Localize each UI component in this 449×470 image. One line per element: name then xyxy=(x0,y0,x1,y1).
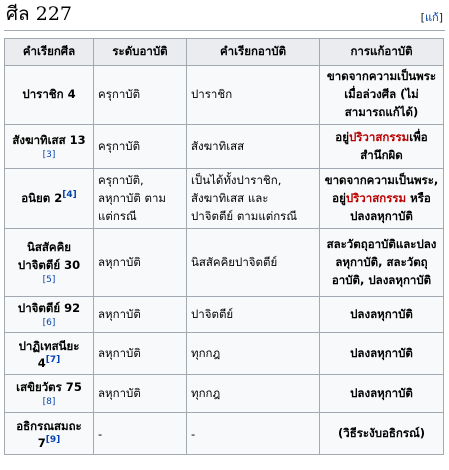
table-row xyxy=(5,375,444,413)
precept-name-cell xyxy=(5,333,94,375)
edit-section xyxy=(421,8,443,26)
offense-name: ทุกกฎ xyxy=(187,375,320,413)
precept-name-line: อธิกรณสมถะ xyxy=(16,418,82,433)
offense-name-line: เป็นได้ทั้งปาราชิก, xyxy=(191,172,282,187)
citation-ref xyxy=(9,397,89,408)
table-row xyxy=(5,125,444,169)
precept-name-cell xyxy=(5,297,94,333)
precept-name-cell xyxy=(5,169,94,229)
table-row xyxy=(5,297,444,333)
offense-level: ลหุกาบัติ xyxy=(94,297,187,333)
precept-name-cell xyxy=(5,375,94,413)
precept-name: เสขิยวัตร 75 xyxy=(16,380,82,394)
remedy: (วิธีระงับอธิกรณ์) xyxy=(320,413,444,455)
precept-name-line: ปาฏิเทสนียะ xyxy=(18,338,80,353)
citation-link[interactable]: [7] xyxy=(45,354,61,365)
remedy-line xyxy=(324,190,439,208)
offense-level: ลหุกาบัติ xyxy=(94,375,187,413)
precept-name-line: นิสสัคคิย xyxy=(26,240,72,254)
remedy: สละวัตถุอาบัติและปลงลหุกาบัติ, สละวัตถุอาบัติ, ปลงลหุกาบัติ xyxy=(320,229,444,297)
citation-link[interactable]: [4] xyxy=(62,189,77,200)
remedy-text-a: อยู่ xyxy=(335,129,349,144)
offense-name: ปาจิตตีย์ xyxy=(187,297,320,333)
section-header xyxy=(4,0,445,31)
remedy-cell xyxy=(320,169,444,229)
remedy-text-c: หรือ xyxy=(406,190,431,205)
table-row xyxy=(5,333,444,375)
precept-name: อนิยต 2 xyxy=(21,190,63,205)
table-row xyxy=(5,229,444,297)
offense-level: ลหุกาบัติ xyxy=(94,229,187,297)
citation-ref xyxy=(9,318,89,329)
remedy-cell xyxy=(320,125,444,169)
offense-level: - xyxy=(94,413,187,455)
remedy: ปลงลหุกาบัติ xyxy=(320,297,444,333)
precept-name-cell xyxy=(5,125,94,169)
citation-link[interactable]: [6] xyxy=(42,318,56,328)
offense-name: สังฆาทิเสส xyxy=(187,125,320,169)
citation-ref xyxy=(46,435,61,445)
citation-link[interactable]: [3] xyxy=(42,150,56,160)
remedy-line: ปลงลหุกาบัติ xyxy=(350,208,413,223)
header-offense-level: ระดับอาบัติ xyxy=(94,39,187,66)
offense-level-line: แต่กรณี xyxy=(98,208,137,223)
header-offense-name: คำเรียกอาบัติ xyxy=(187,39,320,66)
precept-name: ปาราชิก 4 xyxy=(5,66,94,125)
precept-name-line: 7 xyxy=(37,435,46,450)
offense-level: ครุกาบัติ xyxy=(94,125,187,169)
parivasa-link[interactable]: ปริวาสกรรม xyxy=(345,190,407,205)
table-row xyxy=(5,413,444,455)
precept-name-cell xyxy=(5,413,94,455)
table-row xyxy=(5,169,444,229)
precept-name: สังฆาทิเสส 13 xyxy=(12,133,86,147)
offense-level: ลหุกาบัติ xyxy=(94,333,187,375)
offense-name: ทุกกฎ xyxy=(187,333,320,375)
citation-link[interactable]: [8] xyxy=(42,397,56,407)
header-remedy: การแก้อาบัติ xyxy=(320,39,444,66)
remedy-text-b: เพื่อสำนึกผิด xyxy=(360,129,428,162)
offense-level-cell xyxy=(94,169,187,229)
edit-bracket-close: ] xyxy=(438,11,443,24)
remedy: ขาดจากความเป็นพระเมื่อล่วงศีล (ไม่สามารถแก้ได้) xyxy=(320,66,444,125)
citation-link[interactable]: [9] xyxy=(45,434,61,445)
section-title: ศีล 227 xyxy=(6,3,73,25)
precept-name: ปาจิตตีย์ 92 xyxy=(17,301,81,315)
offense-name-cell xyxy=(187,169,320,229)
table-row xyxy=(5,66,444,125)
citation-ref xyxy=(46,355,61,365)
citation-ref xyxy=(62,190,77,200)
edit-link[interactable]: แก้ xyxy=(424,11,439,24)
offense-name: ปาราชิก xyxy=(187,66,320,125)
precepts-table xyxy=(4,38,444,455)
offense-name-line: สังฆาทิเสส และ xyxy=(191,190,269,205)
citation-ref xyxy=(9,150,89,161)
remedy: ปลงลหุกาบัติ xyxy=(320,375,444,413)
precept-name-line: ปาจิตตีย์ 30 xyxy=(17,258,81,272)
offense-name: - xyxy=(187,413,320,455)
offense-name-line: ปาจิตตีย์ ตามแต่กรณี xyxy=(191,208,298,223)
precept-name-line: 4 xyxy=(37,355,46,370)
offense-level: ครุกาบัติ xyxy=(94,66,187,125)
table-header-row xyxy=(5,39,444,66)
parivasa-link[interactable]: ปริวาสกรรม xyxy=(348,129,410,144)
citation-ref xyxy=(9,275,89,286)
header-precept-name: คำเรียกศีล xyxy=(5,39,94,66)
remedy-text-b: อยู่ xyxy=(332,190,346,205)
offense-level-line: ลหุกาบัติ ตาม xyxy=(98,190,166,205)
citation-link[interactable]: [5] xyxy=(42,275,56,285)
remedy: ปลงลหุกาบัติ xyxy=(320,333,444,375)
offense-name: นิสสัคคิยปาจิตตีย์ xyxy=(187,229,320,297)
remedy-line: ขาดจากความเป็นพระ, xyxy=(324,172,439,187)
edit-bracket-open: [ xyxy=(420,11,425,24)
offense-level-line: ครุกาบัติ, xyxy=(98,172,144,187)
precept-name-cell xyxy=(5,229,94,297)
